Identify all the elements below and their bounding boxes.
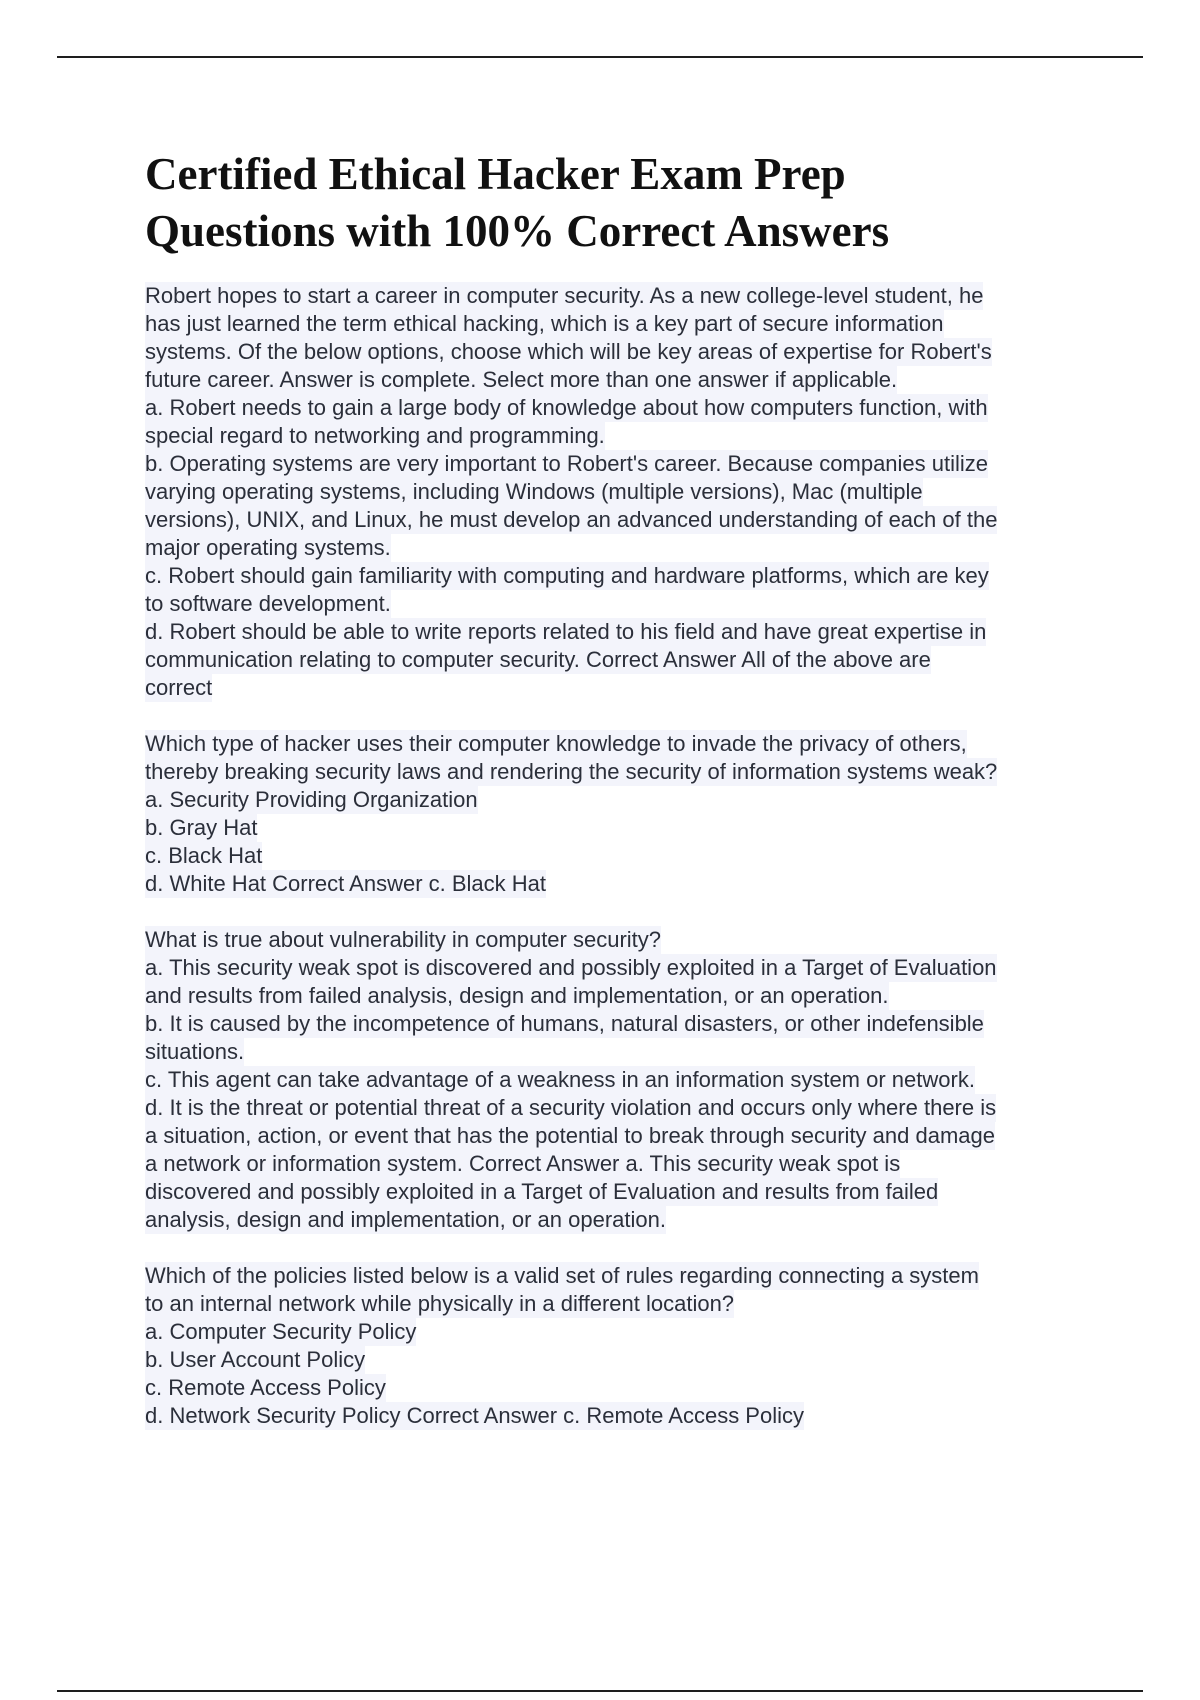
question-text-line: b. Operating systems are very important to Robert's career. Because companies utilize xyxy=(145,451,989,476)
question-text-line: a. Security Providing Organization xyxy=(145,787,478,812)
question-block xyxy=(145,1262,1085,1430)
question-text-line: to an internal network while physically in a different location? xyxy=(145,1291,735,1316)
top-rule xyxy=(57,56,1143,58)
document-title xyxy=(145,146,1085,260)
question-text-line: future career. Answer is complete. Select more than one answer if applicable. xyxy=(145,367,898,392)
question-text-line: d. It is the threat or potential threat of a security violation and occurs only where there is xyxy=(145,1095,997,1120)
question-text-line: and results from failed analysis, design and implementation, or an operation. xyxy=(145,983,889,1008)
question-text-line: a. Robert needs to gain a large body of knowledge about how computers function, with xyxy=(145,395,988,420)
title-line: Certified Ethical Hacker Exam Prep xyxy=(145,149,846,199)
question-text-line: thereby breaking security laws and rendering the security of information systems weak? xyxy=(145,759,998,784)
question-text-line: d. White Hat Correct Answer c. Black Hat xyxy=(145,871,547,896)
question-block xyxy=(145,282,1085,702)
question-text-line: a. This security weak spot is discovered and possibly exploited in a Target of Evaluation xyxy=(145,955,997,980)
title-line: Questions with 100% Correct Answers xyxy=(145,206,890,256)
question-text-line: to software development. xyxy=(145,591,391,616)
question-text-line: Robert hopes to start a career in computer security. As a new college-level student, he xyxy=(145,283,984,308)
question-text-line: a network or information system. Correct Answer a. This security weak spot is xyxy=(145,1151,901,1176)
question-text-line: c. Remote Access Policy xyxy=(145,1375,386,1400)
question-text-line: a situation, action, or event that has the potential to break through security and damage xyxy=(145,1123,995,1148)
question-text-line: b. User Account Policy xyxy=(145,1347,366,1372)
question-text-line: systems. Of the below options, choose which will be key areas of expertise for Robert's xyxy=(145,339,992,364)
question-text-line: b. It is caused by the incompetence of humans, natural disasters, or other indefensible xyxy=(145,1011,984,1036)
question-text-line: b. Gray Hat xyxy=(145,815,258,840)
question-text-line: Which type of hacker uses their computer knowledge to invade the privacy of others, xyxy=(145,731,967,756)
question-text-line: c. Black Hat xyxy=(145,843,263,868)
question-text-line: versions), UNIX, and Linux, he must develop an advanced understanding of each of the xyxy=(145,507,998,532)
question-block xyxy=(145,926,1085,1234)
question-text-line: has just learned the term ethical hacking, which is a key part of secure information xyxy=(145,311,944,336)
question-text-line: What is true about vulnerability in computer security? xyxy=(145,927,662,952)
question-text-line: special regard to networking and programming. xyxy=(145,423,605,448)
question-text-line: analysis, design and implementation, or an operation. xyxy=(145,1207,666,1232)
question-text-line: Which of the policies listed below is a valid set of rules regarding connecting a system xyxy=(145,1263,979,1288)
question-text-line: c. Robert should gain familiarity with computing and hardware platforms, which are key xyxy=(145,563,989,588)
question-block xyxy=(145,730,1085,898)
document-body xyxy=(145,146,1085,1458)
question-text-line: d. Robert should be able to write reports related to his field and have great expertise in xyxy=(145,619,987,644)
question-text-line: correct xyxy=(145,675,213,700)
bottom-rule xyxy=(57,1690,1143,1692)
question-text-line: a. Computer Security Policy xyxy=(145,1319,417,1344)
question-text-line: major operating systems. xyxy=(145,535,391,560)
qa-list xyxy=(145,282,1085,1430)
question-text-line: situations. xyxy=(145,1039,245,1064)
question-text-line: discovered and possibly exploited in a Target of Evaluation and results from failed xyxy=(145,1179,939,1204)
question-text-line: d. Network Security Policy Correct Answer c. Remote Access Policy xyxy=(145,1403,804,1428)
question-text-line: varying operating systems, including Windows (multiple versions), Mac (multiple xyxy=(145,479,923,504)
question-text-line: communication relating to computer security. Correct Answer All of the above are xyxy=(145,647,931,672)
question-text-line: c. This agent can take advantage of a weakness in an information system or network. xyxy=(145,1067,975,1092)
